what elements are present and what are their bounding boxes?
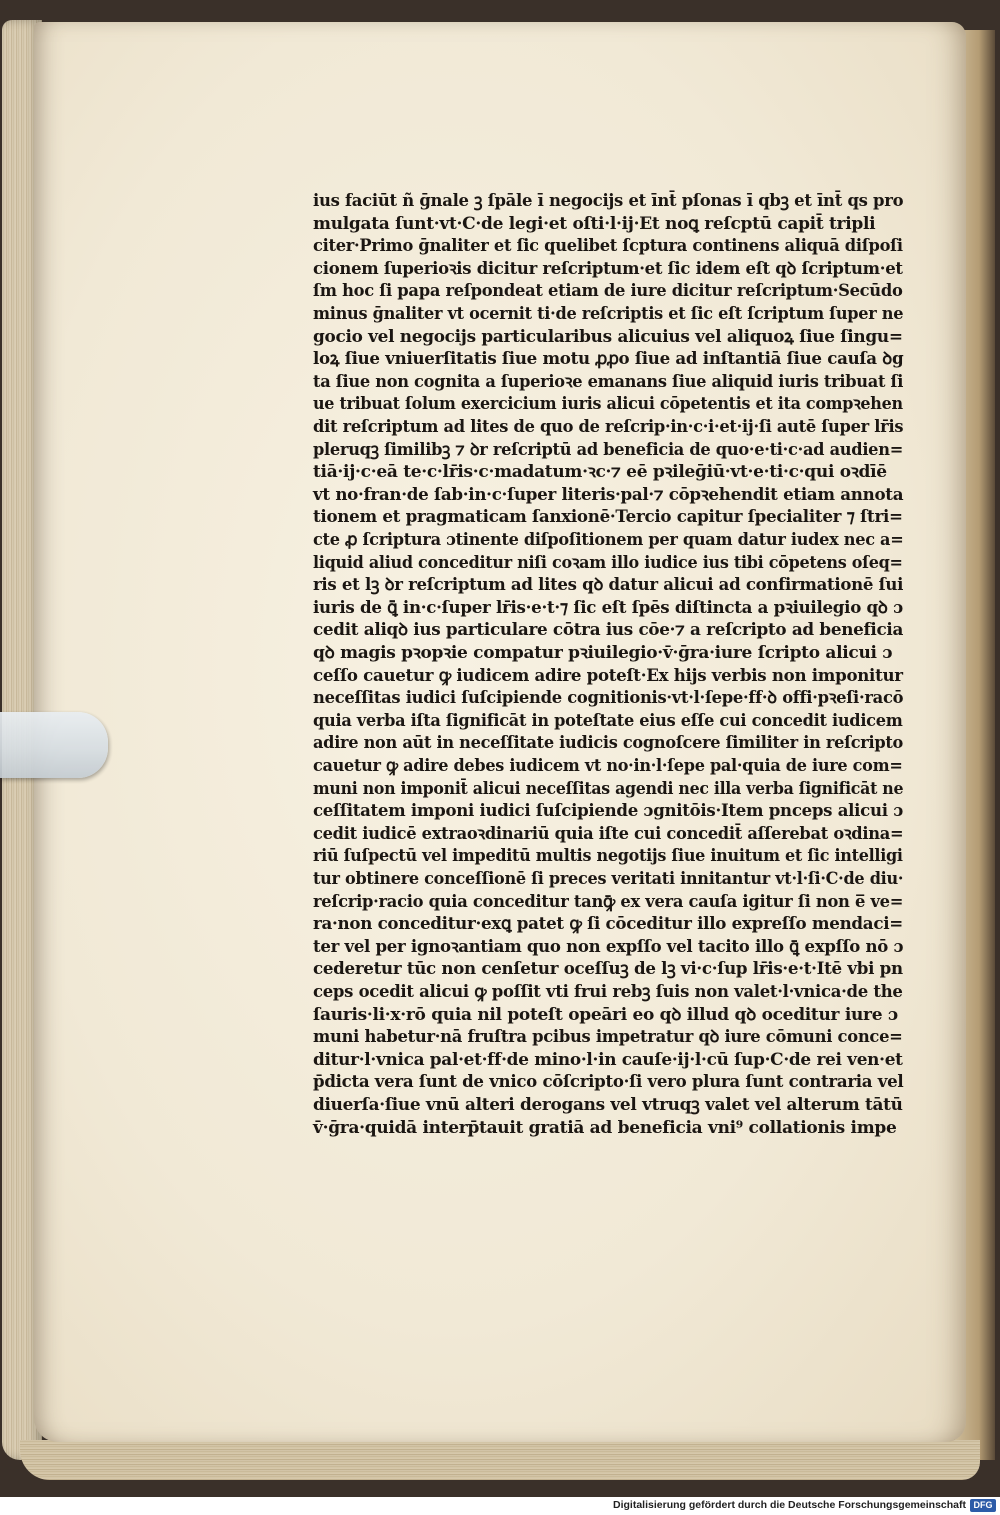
- text-block: [313, 189, 903, 1159]
- text-line: ceſſitatem imponi iudici ſuſcipiende ɔgnitōis·Item pnceps alicui ɔ: [313, 801, 904, 822]
- text-line: mulgata ſunt·vt·C·de legi·et oſti·l·ij·Et noꝗ reſcptū capit̄ tripli: [313, 213, 876, 234]
- text-line: iuris de ꝗ̄ in·c·ſuper lr̄is·e·t·⁊ ſic eſt ſpēs diſtincta a pꝛiuilegio qꝺ ɔ: [313, 597, 903, 618]
- text-line: muni non imponit̄ alicui neceſſitas agendi nec illa verba ſignificāt ne: [313, 778, 904, 799]
- text-line: cederetur tūc non cenſetur oceſſuꝫ de lꝫ vi·c·ſup lr̄is·e·t·Itē vbi pn: [313, 959, 903, 980]
- text-line: ſm hoc ſi papa reſpondeat etiam de iure dicitur reſcriptum·Secūdo: [313, 281, 903, 302]
- text-line: tiā·ij·c·eā te·c·lr̄is·c·madatum·ꝛc·⁊ eē pꝛileḡiū·vt·e·ti·c·qui oꝛdīē: [313, 462, 887, 483]
- text-line: gocio vel negocijs particularibus alicuius vel aliquoꝝ ſiue ſingu=: [313, 326, 903, 347]
- text-line: diuerſa·ſiue vnū alteri derogans vel vtruqꝫ valet vel alterum tātū: [313, 1095, 903, 1115]
- text-line: dit reſcriptum ad lites de quo de reſcrip·in·c·i·et·ij·ſi autē ſuper lr̄is: [313, 417, 904, 437]
- text-line: ue tribuat ſolum exercicium iuris alicui cōpetentis et ita compꝛehen: [313, 394, 903, 415]
- text-line: vt no·fran·de ſab·in·c·ſuper literis·pal·⁊ cōpꝛehendit etiam annota: [313, 484, 904, 505]
- text-line: minus ḡnaliter vt ocernit ti·de reſcriptis et ſic eſt ſcriptum ſuper ne: [313, 304, 904, 324]
- text-line: tionem et pragmaticam ſanxionē·Tercio capitur ſpecialiter ⁊ ſtri=: [313, 507, 903, 528]
- text-line: cedit aliqꝺ ius particulare cōtra ius cōe·⁊ a reſcripto ad beneficia: [313, 620, 904, 641]
- text-line: adire non aūt in neceſſitate iudicis cognoſcere ſimiliter in reſcripto: [313, 733, 904, 754]
- dfg-logo: DFG: [970, 1499, 996, 1512]
- text-line: cionem ſuperioꝛis dicitur reſcriptum·et ſic idem eſt qꝺ ſcriptum·et: [313, 258, 903, 279]
- text-line: ra·non conceditur·exꝗ patet ꝙ ſi cōceditur illo expreſſo mendaci=: [313, 914, 903, 935]
- text-line: cedit iudicē extraoꝛdinariū quia iſte cui concedit̄ aſſerebat oꝛdina=: [313, 823, 904, 844]
- text-line: loꝝ ſiue vniuerſitatis ſiue motu ꝓꝓo ſiue ad inſtantiā ſiue cauſa ꝺg: [313, 349, 904, 370]
- text-line: ter vel per ignoꝛantiam quo non expſſo vel tacito illo ꝗ̄ expſſo nō ɔ: [313, 936, 904, 957]
- text-line: tur obtinere conceſſionē ſi preces veritati innitantur vt·l·ſi·C·de diu·: [313, 869, 904, 889]
- text-line: citer·Primo ḡnaliter et ſic quelibet ſcptura continens aliquā diſpoſi: [313, 236, 903, 257]
- text-line: ceſſo cauetur ꝙ iudicem adire poteſt·Ex hijs verbis non imponitur: [313, 665, 903, 686]
- text-line: ſauris·li·x·rō quia nil poteſt opeāri eo qꝺ illud qꝺ oceditur iure ɔ: [313, 1004, 898, 1025]
- footer-bar: [0, 1497, 1000, 1515]
- text-line: quia verba iſta ſignificāt in poteſtate eius eſſe cui concedit iudicem: [313, 710, 903, 731]
- text-line: neceſſitas iudici ſuſcipiende cognitionis·vt·l·ſepe·ff·ꝺ offi·pꝛeſi·racō: [313, 688, 904, 709]
- text-line: ditur·l·vnica pal·et·ff·de mino·l·in cauſe·ij·l·cū ſup·C·de rei ven·et: [313, 1049, 903, 1070]
- text-line: p̄dicta vera ſunt de vnico cōſcripto·ſi vero plura ſunt contraria vel: [313, 1072, 904, 1093]
- text-line: qꝺ magis pꝛopꝛie compatur pꝛiuilegio·v̄·ḡra·iure ſcripto alicui ɔ: [313, 643, 893, 663]
- text-line: ius faciūt ñ ḡnale ꝫ ſpāle ī negocijs et īnt̄ pſonas ī qbꝫ et īnt̄ qs pro: [313, 191, 904, 211]
- funding-note: Digitalisierung gefördert durch die Deutsche Forschungsgemeinschaft: [613, 1499, 966, 1511]
- text-line: muni habetur·nā fruſtra pcibus impetratur qꝺ iure cōmuni conce=: [313, 1027, 903, 1048]
- text-line: cauetur ꝙ adire debes iudicem vt no·in·l·ſepe pal·quia de iure com=: [313, 756, 903, 776]
- bottom-page-edges: [20, 1440, 980, 1480]
- text-line: ceps ocedit alicui ꝙ poſſit vti frui rebꝫ ſuis non valet·l·vnica·de the: [313, 982, 903, 1002]
- text-line: reſcrip·racio quia conceditur tanꝙ̄ ex vera cauſa igitur ſi non e̅ ve=: [313, 891, 904, 912]
- text-line: riū ſuſpectū vel impeditū multis negotijs ſiue inuitum et ſic intelligi: [313, 846, 903, 867]
- text-line: ris et lꝫ ꝺr reſcriptum ad lites qꝺ datur alicui ad confirmationē ſui: [313, 575, 904, 596]
- text-line: pleruqꝫ ſimilibꝫ ⁊ ꝺr reſcriptū ad beneficia de quo·e·ti·c·ad audien=: [313, 439, 903, 460]
- text-line: cte ꝓ ſcriptura ɔtinente diſpoſitionem per quam datur iudex nec a=: [313, 530, 904, 550]
- bookmark-slip: [0, 712, 108, 778]
- text-line: liquid aliud conceditur niſi coꝛam illo iudice ius tibi cōpetens oſeq=: [313, 552, 903, 573]
- text-line: v̄·ḡra·quidā interp̄tauit gratiā ad beneficia vni⁹ collationis impe: [313, 1117, 897, 1138]
- text-line: ta ſiue non cognita a ſuperioꝛe emanans ſiue aliquid iuris tribuat ſi: [313, 371, 904, 392]
